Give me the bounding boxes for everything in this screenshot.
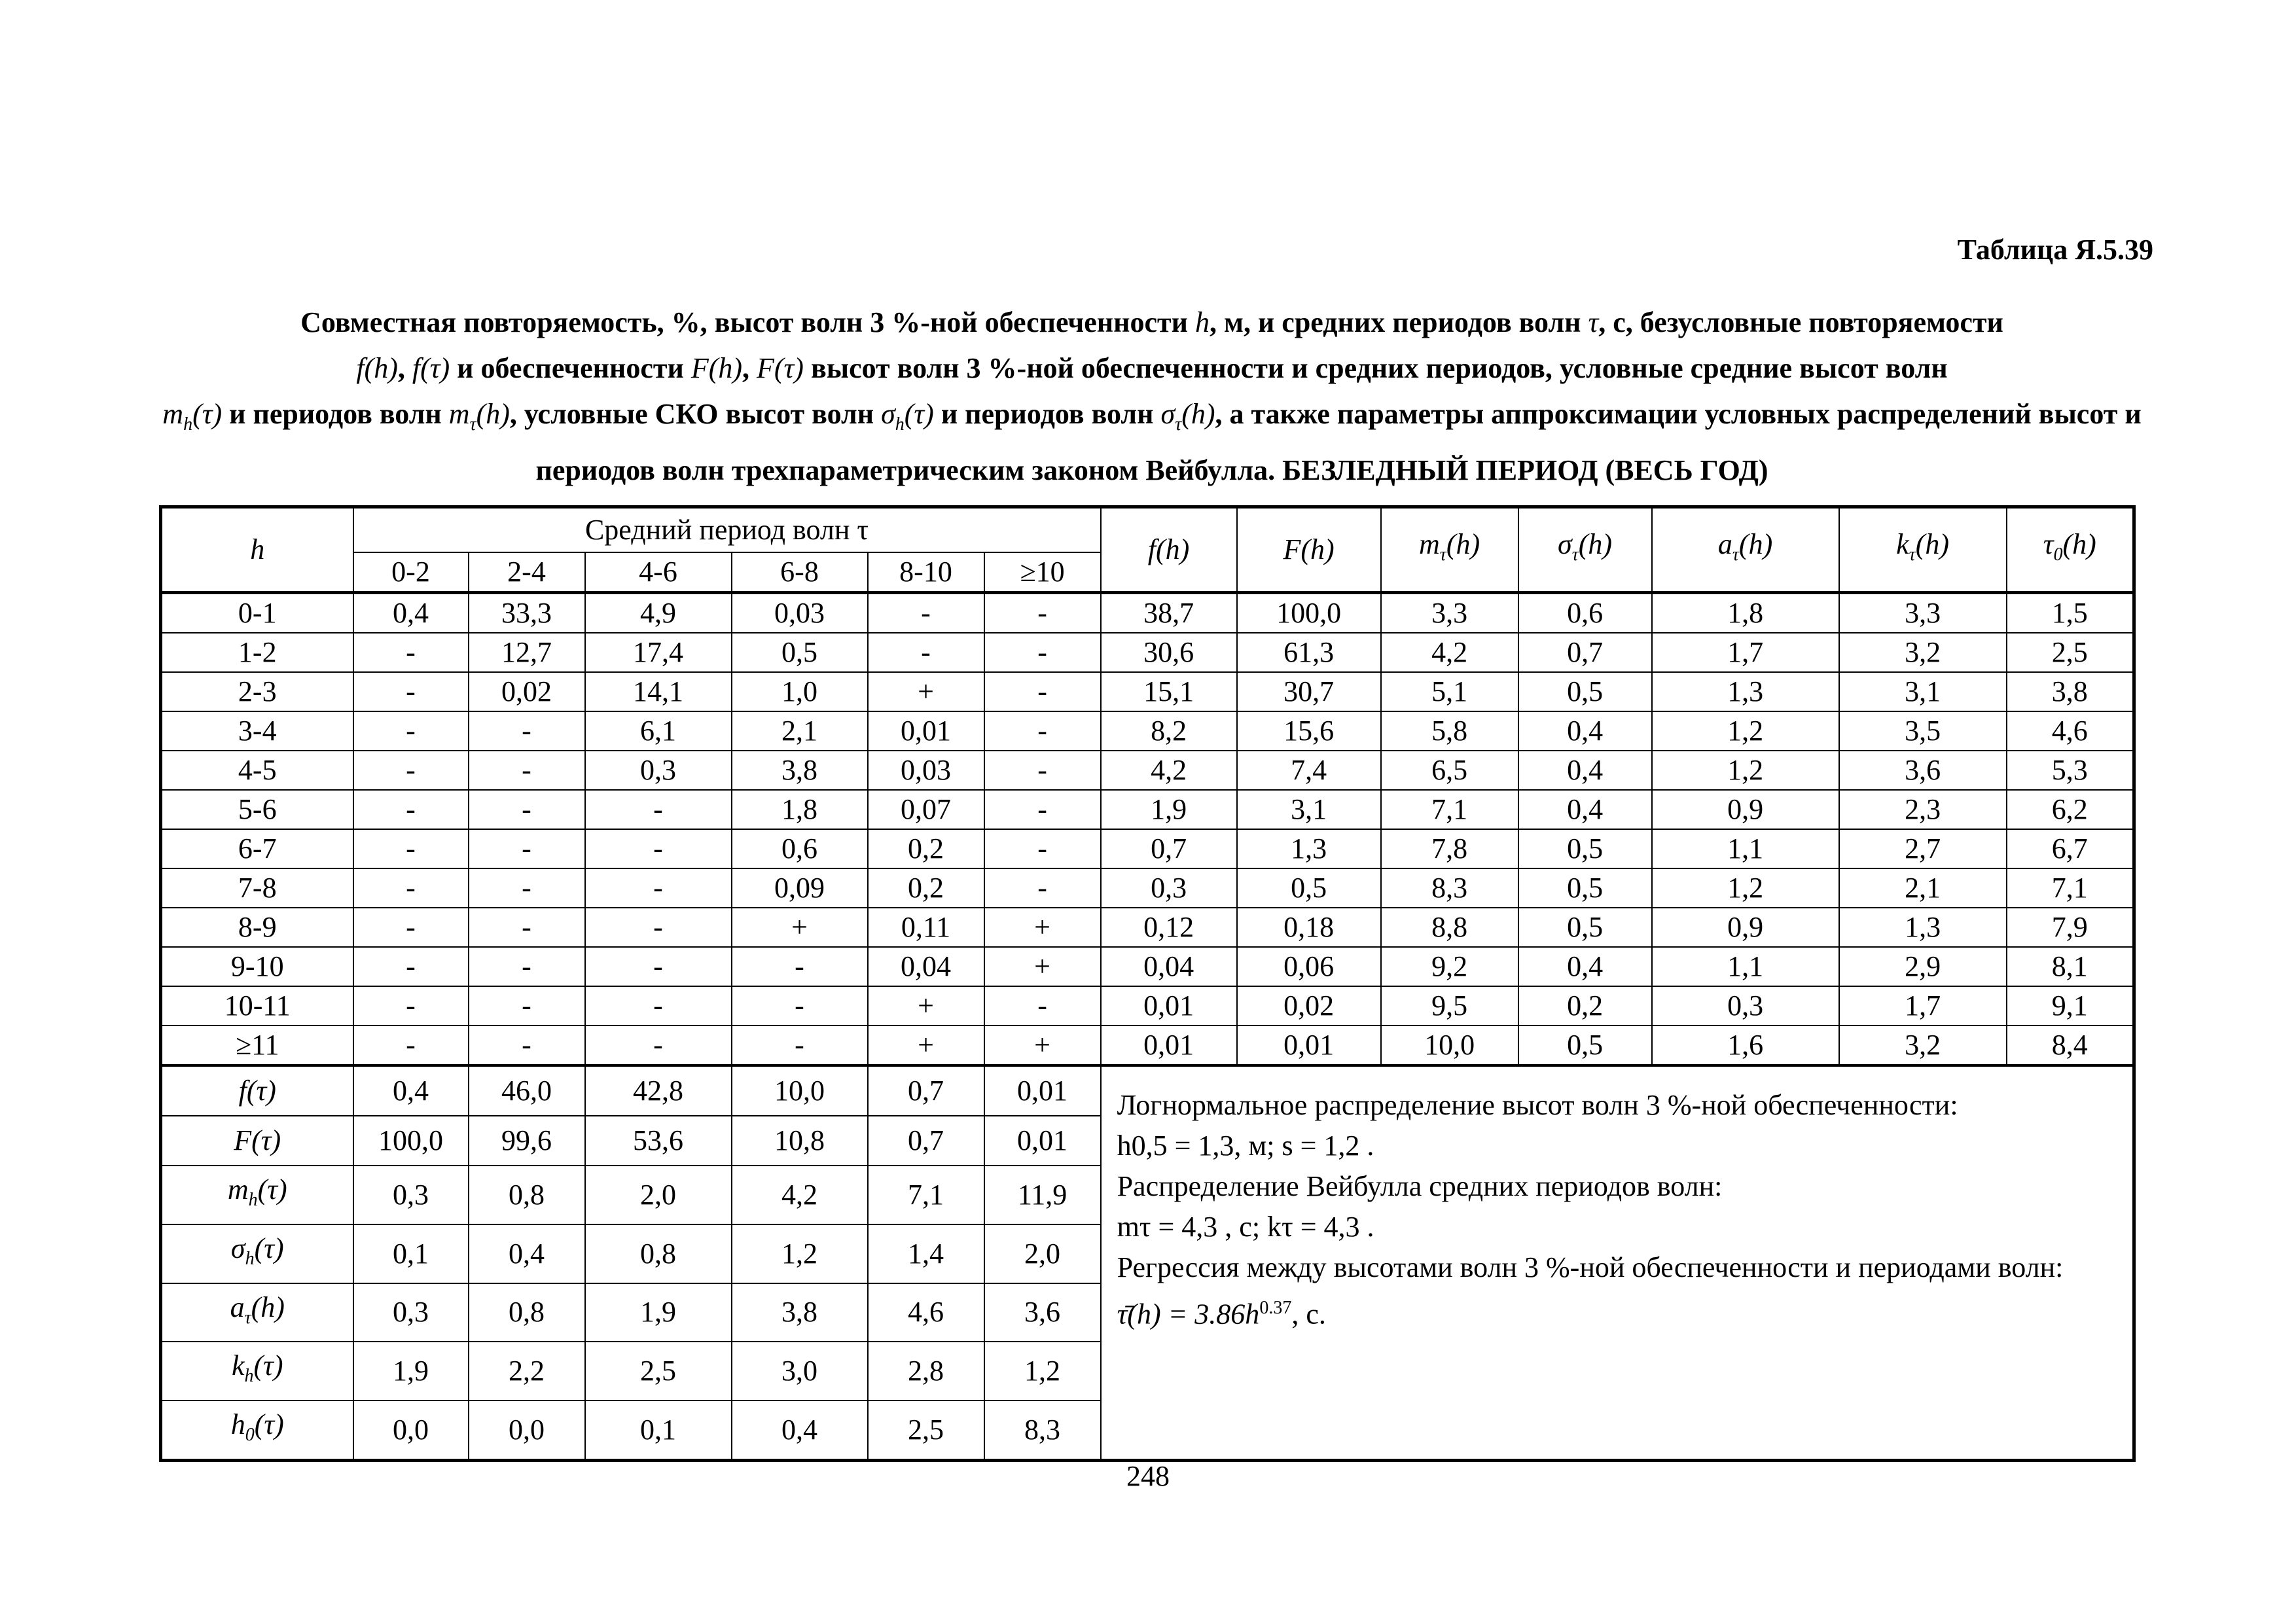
value-cell: -	[585, 986, 732, 1026]
value-cell: 0,02	[1237, 986, 1381, 1026]
table-row	[161, 672, 2134, 711]
page-number: 248	[1126, 1460, 1170, 1492]
value-cell: 3,1	[1839, 672, 2007, 711]
value-cell: 3,1	[1237, 790, 1381, 829]
value-cell: 0,3	[1101, 868, 1237, 908]
value-cell: 4,2	[1101, 751, 1237, 790]
h-range-cell: 2-3	[161, 672, 353, 711]
value-cell: 0,3	[1652, 986, 1839, 1026]
value-cell: 6,2	[2007, 790, 2134, 829]
value-cell: -	[585, 947, 732, 986]
value-cell: 1,2	[1652, 711, 1839, 751]
value-cell: -	[353, 947, 469, 986]
stats-label: $h_0(\tau)$	[161, 1400, 353, 1460]
stats-cell: 0,8	[469, 1283, 585, 1342]
table-row	[161, 947, 2134, 986]
value-cell: 0,4	[1518, 947, 1652, 986]
value-cell: 8,1	[2007, 947, 2134, 986]
value-cell: 8,3	[1381, 868, 1518, 908]
value-cell: -	[353, 1026, 469, 1065]
atau-header: $a_\tau(h)$	[1652, 507, 1839, 593]
value-cell: 61,3	[1237, 633, 1381, 672]
value-cell: -	[469, 868, 585, 908]
value-cell: 5,8	[1381, 711, 1518, 751]
value-cell: 100,0	[1237, 593, 1381, 633]
value-cell: 0,12	[1101, 908, 1237, 947]
value-cell: -	[732, 986, 868, 1026]
value-cell: 2,9	[1839, 947, 2007, 986]
value-cell: 0,07	[868, 790, 984, 829]
value-cell: 9,1	[2007, 986, 2134, 1026]
value-cell: -	[732, 947, 868, 986]
value-cell: -	[585, 1026, 732, 1065]
value-cell: -	[353, 868, 469, 908]
value-cell: 8,8	[1381, 908, 1518, 947]
value-cell: 1,1	[1652, 829, 1839, 868]
h-range-cell: 5-6	[161, 790, 353, 829]
value-cell: 0,2	[868, 829, 984, 868]
value-cell: -	[984, 593, 1101, 633]
table-row	[161, 1026, 2134, 1065]
value-cell: 14,1	[585, 672, 732, 711]
value-cell: -	[984, 790, 1101, 829]
value-cell: 0,2	[868, 868, 984, 908]
value-cell: 1,1	[1652, 947, 1839, 986]
value-cell: 2,1	[1839, 868, 2007, 908]
stats-cell: 0,4	[353, 1065, 469, 1116]
value-cell: 3,2	[1839, 633, 2007, 672]
table-row	[161, 711, 2134, 751]
table-row	[161, 908, 2134, 947]
stats-cell: 0,3	[353, 1166, 469, 1224]
h-range-cell: 7-8	[161, 868, 353, 908]
value-cell: -	[353, 633, 469, 672]
value-cell: 1,5	[2007, 593, 2134, 633]
table-row	[161, 986, 2134, 1026]
value-cell: -	[984, 829, 1101, 868]
value-cell: 0,4	[1518, 751, 1652, 790]
value-cell: -	[984, 672, 1101, 711]
value-cell: -	[585, 829, 732, 868]
value-cell: -	[469, 790, 585, 829]
value-cell: 0,6	[1518, 593, 1652, 633]
value-cell: 5,3	[2007, 751, 2134, 790]
period-range: 4-6	[585, 552, 732, 593]
value-cell: 33,3	[469, 593, 585, 633]
value-cell: 1,3	[1237, 829, 1381, 868]
value-cell: -	[353, 790, 469, 829]
notes-line: mτ = 4,3 , с; kτ = 4,3 .	[1117, 1211, 1374, 1243]
h-range-cell: 10-11	[161, 986, 353, 1026]
value-cell: 6,5	[1381, 751, 1518, 790]
period-header: Средний период волн τ	[353, 507, 1101, 553]
table-caption: Совместная повторяемость, %, высот волн 3 %-ной обеспеченности h, м, и средних периодов волн τ, с, безусловные повторяемости f(h), f(τ) и обеспеченности F(h), F(τ) высот волн 3 %-ной обеспеченности и средних периодов, условные средние высот волн $m_h(\tau)$ и периодов волн $m_\tau(h)$, условные СКО высот волн $\sigma_h(\tau)$ и периодов волн $\sigma_\tau(h)$, а также параметры аппроксимации условных распределений высот и периодов волн трехпараметрическим законом Вейбулла. БЕЗЛЕДНЫЙ ПЕРИОД (ВЕСЬ ГОД)	[162, 306, 2142, 486]
value-cell: -	[469, 947, 585, 986]
value-cell: 3,8	[2007, 672, 2134, 711]
period-range: 2-4	[469, 552, 585, 593]
distribution-notes	[1101, 1065, 2134, 1460]
value-cell: -	[469, 1026, 585, 1065]
stats-label: F(τ)	[161, 1116, 353, 1166]
value-cell: 0,7	[1101, 829, 1237, 868]
value-cell: 3,3	[1381, 593, 1518, 633]
value-cell: 1,2	[1652, 868, 1839, 908]
stats-cell: 0,7	[868, 1116, 984, 1166]
value-cell: 7,1	[2007, 868, 2134, 908]
value-cell: -	[585, 790, 732, 829]
stats-cell: 46,0	[469, 1065, 585, 1116]
value-cell: -	[984, 986, 1101, 1026]
value-cell: -	[353, 751, 469, 790]
stats-cell: 3,8	[732, 1283, 868, 1342]
value-cell: -	[732, 1026, 868, 1065]
value-cell: +	[868, 1026, 984, 1065]
stats-cell: 8,3	[984, 1400, 1101, 1460]
value-cell: +	[868, 986, 984, 1026]
value-cell: -	[984, 868, 1101, 908]
notes-line: Регрессия между высотами волн 3 %-ной обеспеченности и периодами волн:	[1117, 1251, 2064, 1283]
h-range-cell: 1-2	[161, 633, 353, 672]
stats-cell: 0,8	[585, 1224, 732, 1283]
value-cell: 15,1	[1101, 672, 1237, 711]
value-cell: -	[353, 908, 469, 947]
value-cell: 0,04	[868, 947, 984, 986]
stats-label: $m_h(\tau)$	[161, 1166, 353, 1224]
value-cell: 3,5	[1839, 711, 2007, 751]
value-cell: -	[353, 711, 469, 751]
value-cell: 0,06	[1237, 947, 1381, 986]
period-range: ≥10	[984, 552, 1101, 593]
value-cell: 4,6	[2007, 711, 2134, 751]
stats-cell: 10,8	[732, 1116, 868, 1166]
value-cell: -	[353, 672, 469, 711]
h-range-cell: 8-9	[161, 908, 353, 947]
value-cell: -	[353, 829, 469, 868]
value-cell: +	[868, 672, 984, 711]
table-row	[161, 868, 2134, 908]
value-cell: 2,5	[2007, 633, 2134, 672]
value-cell: -	[984, 711, 1101, 751]
table-row	[161, 751, 2134, 790]
value-cell: +	[984, 908, 1101, 947]
value-cell: 2,1	[732, 711, 868, 751]
value-cell: 15,6	[1237, 711, 1381, 751]
value-cell: -	[868, 633, 984, 672]
value-cell: 30,7	[1237, 672, 1381, 711]
value-cell: 0,03	[868, 751, 984, 790]
stats-cell: 0,4	[469, 1224, 585, 1283]
value-cell: -	[868, 593, 984, 633]
value-cell: 0,03	[732, 593, 868, 633]
stats-cell: 99,6	[469, 1116, 585, 1166]
value-cell: 0,01	[1101, 1026, 1237, 1065]
stats-cell: 3,6	[984, 1283, 1101, 1342]
value-cell: -	[469, 711, 585, 751]
mtau-header: $m_\tau(h)$	[1381, 507, 1518, 593]
h-range-cell: ≥11	[161, 1026, 353, 1065]
value-cell: 9,2	[1381, 947, 1518, 986]
value-cell: 0,01	[868, 711, 984, 751]
stats-cell: 1,2	[732, 1224, 868, 1283]
h-range-cell: 6-7	[161, 829, 353, 868]
stats-cell: 4,6	[868, 1283, 984, 1342]
stats-cell: 2,8	[868, 1342, 984, 1400]
notes-line: Распределение Вейбулла средних периодов волн:	[1117, 1170, 1723, 1202]
value-cell: 0,01	[1101, 986, 1237, 1026]
stats-cell: 11,9	[984, 1166, 1101, 1224]
h-range-cell: 3-4	[161, 711, 353, 751]
value-cell: 1,8	[732, 790, 868, 829]
value-cell: 0,9	[1652, 908, 1839, 947]
value-cell: 4,2	[1381, 633, 1518, 672]
value-cell: 1,6	[1652, 1026, 1839, 1065]
value-cell: 0,5	[1518, 1026, 1652, 1065]
value-cell: 0,3	[585, 751, 732, 790]
value-cell: 30,6	[1101, 633, 1237, 672]
stats-cell: 1,9	[585, 1283, 732, 1342]
stats-cell: 0,0	[353, 1400, 469, 1460]
value-cell: 1,9	[1101, 790, 1237, 829]
value-cell: 0,5	[1518, 908, 1652, 947]
value-cell: 3,6	[1839, 751, 2007, 790]
sigmatau-header: $\sigma_\tau(h)$	[1518, 507, 1652, 593]
lower-table-body	[161, 1065, 2134, 1460]
stats-cell: 0,8	[469, 1166, 585, 1224]
upper-table-body	[161, 593, 2134, 1066]
table-label: Таблица Я.5.39	[1957, 234, 2153, 266]
stats-cell: 10,0	[732, 1065, 868, 1116]
stats-cell: 53,6	[585, 1116, 732, 1166]
h-header: h	[161, 507, 353, 593]
value-cell: 1,3	[1839, 908, 2007, 947]
value-cell: 0,04	[1101, 947, 1237, 986]
stats-cell: 0,01	[984, 1065, 1101, 1116]
value-cell: 0,5	[1518, 672, 1652, 711]
stats-row	[161, 1065, 2134, 1116]
fh-header: f(h)	[1101, 507, 1237, 593]
value-cell: 10,0	[1381, 1026, 1518, 1065]
h-range-cell: 9-10	[161, 947, 353, 986]
table-row	[161, 829, 2134, 868]
tau0-header: $\tau_0(h)$	[2007, 507, 2134, 593]
notes-line: Логнормальное распределение высот волн 3 %-ной обеспеченности:	[1117, 1089, 1958, 1121]
h-range-cell: 0-1	[161, 593, 353, 633]
value-cell: 1,7	[1652, 633, 1839, 672]
value-cell: 0,5	[1518, 868, 1652, 908]
value-cell: -	[984, 751, 1101, 790]
value-cell: 0,2	[1518, 986, 1652, 1026]
value-cell: -	[469, 908, 585, 947]
value-cell: 1,7	[1839, 986, 2007, 1026]
value-cell: 3,2	[1839, 1026, 2007, 1065]
stats-label: $\sigma_h(\tau)$	[161, 1224, 353, 1283]
table-row	[161, 790, 2134, 829]
ktau-header: $k_\tau(h)$	[1839, 507, 2007, 593]
stats-cell: 3,0	[732, 1342, 868, 1400]
stats-cell: 2,0	[984, 1224, 1101, 1283]
period-range: 8-10	[868, 552, 984, 593]
stats-cell: 42,8	[585, 1065, 732, 1116]
value-cell: -	[469, 986, 585, 1026]
value-cell: 6,7	[2007, 829, 2134, 868]
value-cell: 0,9	[1652, 790, 1839, 829]
value-cell: 0,5	[1237, 868, 1381, 908]
value-cell: 0,4	[1518, 711, 1652, 751]
stats-cell: 1,9	[353, 1342, 469, 1400]
value-cell: 0,09	[732, 868, 868, 908]
value-cell: 8,2	[1101, 711, 1237, 751]
value-cell: 0,02	[469, 672, 585, 711]
value-cell: 0,5	[732, 633, 868, 672]
value-cell: -	[469, 829, 585, 868]
regression-formula: τ̄(h) = $3.86h^{0.37}$, с.	[1117, 1298, 1326, 1330]
h-range-cell: 4-5	[161, 751, 353, 790]
stats-cell: 0,0	[469, 1400, 585, 1460]
value-cell: 7,4	[1237, 751, 1381, 790]
value-cell: 6,1	[585, 711, 732, 751]
stats-cell: 0,4	[732, 1400, 868, 1460]
value-cell: 0,5	[1518, 829, 1652, 868]
stats-cell: 0,1	[353, 1224, 469, 1283]
stats-cell: 2,5	[585, 1342, 732, 1400]
value-cell: 12,7	[469, 633, 585, 672]
table-row	[161, 593, 2134, 633]
value-cell: 5,1	[1381, 672, 1518, 711]
stats-cell: 2,0	[585, 1166, 732, 1224]
period-range: 0-2	[353, 552, 469, 593]
value-cell: 0,4	[1518, 790, 1652, 829]
value-cell: 2,3	[1839, 790, 2007, 829]
period-range: 6-8	[732, 552, 868, 593]
value-cell: +	[732, 908, 868, 947]
stats-label: $k_h(\tau)$	[161, 1342, 353, 1400]
table-row	[161, 633, 2134, 672]
value-cell: 1,2	[1652, 751, 1839, 790]
value-cell: 2,7	[1839, 829, 2007, 868]
stats-cell: 1,4	[868, 1224, 984, 1283]
value-cell: 7,1	[1381, 790, 1518, 829]
value-cell: -	[469, 751, 585, 790]
value-cell: -	[353, 986, 469, 1026]
stats-cell: 0,01	[984, 1116, 1101, 1166]
value-cell: 9,5	[1381, 986, 1518, 1026]
stats-cell: 0,3	[353, 1283, 469, 1342]
value-cell: 0,18	[1237, 908, 1381, 947]
notes-line: h0,5 = 1,3, м; s = 1,2 .	[1117, 1130, 1374, 1162]
value-cell: +	[984, 1026, 1101, 1065]
value-cell: 1,3	[1652, 672, 1839, 711]
value-cell: 0,6	[732, 829, 868, 868]
value-cell: 0,7	[1518, 633, 1652, 672]
value-cell: -	[585, 868, 732, 908]
value-cell: 0,11	[868, 908, 984, 947]
value-cell: -	[984, 633, 1101, 672]
stats-label: $a_\tau(h)$	[161, 1283, 353, 1342]
value-cell: 3,8	[732, 751, 868, 790]
value-cell: 7,9	[2007, 908, 2134, 947]
value-cell: 1,8	[1652, 593, 1839, 633]
Fh-header: F(h)	[1237, 507, 1381, 593]
stats-cell: 7,1	[868, 1166, 984, 1224]
data-table	[159, 505, 2136, 1462]
stats-cell: 1,2	[984, 1342, 1101, 1400]
stats-label: f(τ)	[161, 1065, 353, 1116]
stats-cell: 0,7	[868, 1065, 984, 1116]
stats-cell: 2,2	[469, 1342, 585, 1400]
stats-cell: 0,1	[585, 1400, 732, 1460]
value-cell: 3,3	[1839, 593, 2007, 633]
value-cell: 1,0	[732, 672, 868, 711]
value-cell: 7,8	[1381, 829, 1518, 868]
stats-cell: 2,5	[868, 1400, 984, 1460]
value-cell: 38,7	[1101, 593, 1237, 633]
value-cell: 0,4	[353, 593, 469, 633]
value-cell: 8,4	[2007, 1026, 2134, 1065]
value-cell: 17,4	[585, 633, 732, 672]
value-cell: +	[984, 947, 1101, 986]
value-cell: -	[585, 908, 732, 947]
value-cell: 0,01	[1237, 1026, 1381, 1065]
stats-cell: 4,2	[732, 1166, 868, 1224]
stats-cell: 100,0	[353, 1116, 469, 1166]
value-cell: 4,9	[585, 593, 732, 633]
